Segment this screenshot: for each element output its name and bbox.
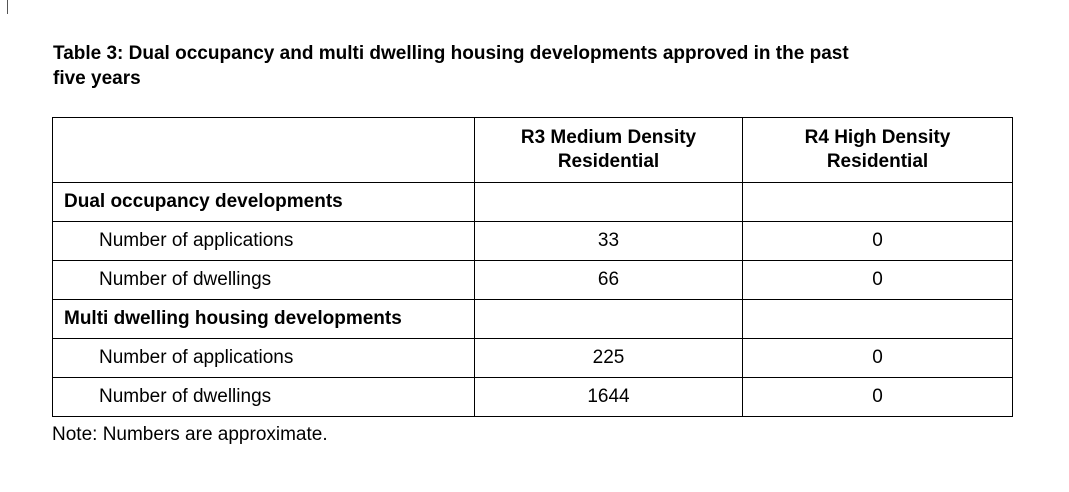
header-row xyxy=(53,118,1013,183)
empty-cell xyxy=(475,183,743,222)
table-caption xyxy=(53,41,1013,91)
caption-line-1: Table 3: Dual occupancy and multi dwelling housing developments approved in the past xyxy=(53,43,849,64)
header-r3-line-2: Residential xyxy=(557,151,660,172)
text-cursor xyxy=(7,0,8,14)
header-r3-line-1: R3 Medium Density xyxy=(520,127,697,148)
header-cell-r3 xyxy=(475,118,743,183)
row-label: Number of dwellings xyxy=(53,261,475,300)
header-r4-line-1: R4 High Density xyxy=(804,127,951,148)
header-cell-r4 xyxy=(743,118,1013,183)
row-label: Number of applications xyxy=(53,222,475,261)
r3-value: 225 xyxy=(475,339,743,378)
empty-cell xyxy=(475,300,743,339)
table-row xyxy=(53,222,1013,261)
row-label: Number of dwellings xyxy=(53,378,475,417)
section-row-dual-occupancy xyxy=(53,183,1013,222)
section-title: Dual occupancy developments xyxy=(53,183,475,222)
table-note: Note: Numbers are approximate. xyxy=(52,424,328,445)
row-label: Number of applications xyxy=(53,339,475,378)
section-title: Multi dwelling housing developments xyxy=(53,300,475,339)
empty-cell xyxy=(743,300,1013,339)
r3-value: 66 xyxy=(475,261,743,300)
r4-value: 0 xyxy=(743,339,1013,378)
r3-value: 1644 xyxy=(475,378,743,417)
caption-line-2: five years xyxy=(53,68,141,89)
table-row xyxy=(53,339,1013,378)
header-r4-line-2: Residential xyxy=(826,151,929,172)
data-table xyxy=(52,117,1013,417)
table-row xyxy=(53,378,1013,417)
section-row-multi-dwelling xyxy=(53,300,1013,339)
r4-value: 0 xyxy=(743,222,1013,261)
r3-value: 33 xyxy=(475,222,743,261)
empty-cell xyxy=(743,183,1013,222)
table-row xyxy=(53,261,1013,300)
r4-value: 0 xyxy=(743,261,1013,300)
header-cell-empty xyxy=(53,118,475,183)
r4-value: 0 xyxy=(743,378,1013,417)
